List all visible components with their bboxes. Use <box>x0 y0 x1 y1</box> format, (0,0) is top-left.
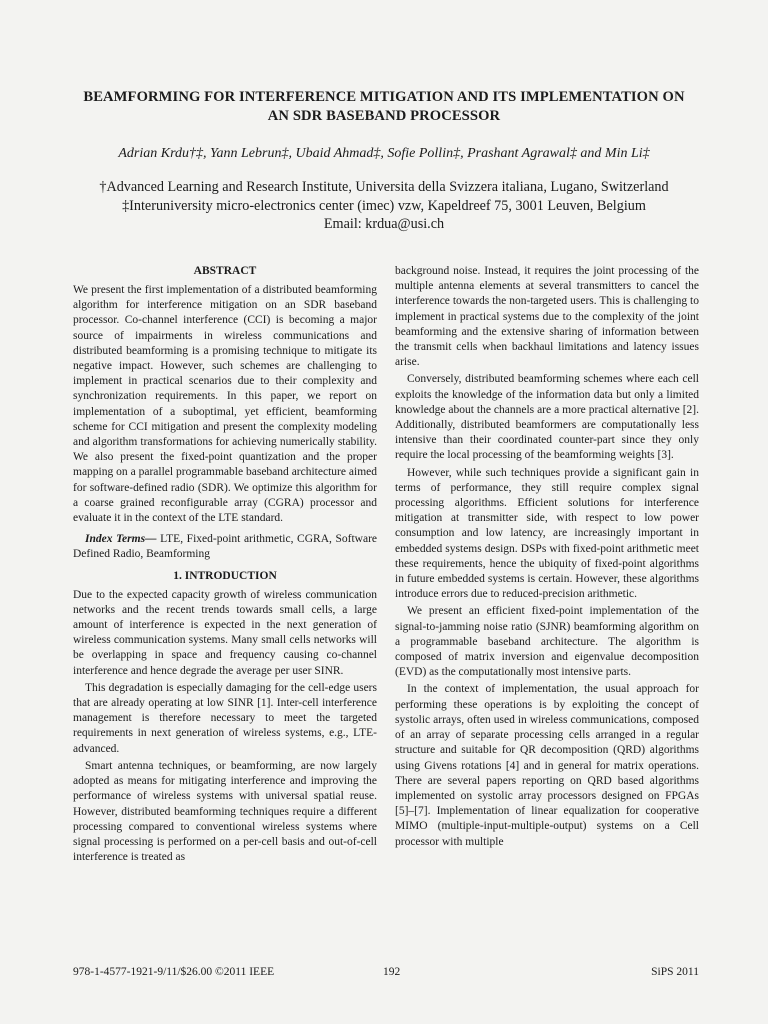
footer-venue: SiPS 2011 <box>651 966 699 978</box>
right-paragraph-4: We present an efficient fixed-point implementation of the signal-to-jamming noise ratio (SJNR) beamforming algorithm on a programmable baseband architecture. The algorithm is composed of matrix inversion and eigenvalue decomposition (EVD) as the computationally most intensive parts. <box>395 605 699 679</box>
index-terms-text: LTE, Fixed-point arithmetic, CGRA, Software Defined Radio, Beamforming <box>73 533 377 561</box>
abstract-text: We present the first implementation of a distributed beamforming algorithm for interference mitigation on an SDR baseband processor. Co-channel interference (CCI) is becoming a major source of impairments in wireless communications and distributed beamforming is a promising technique to mitigate its negative impact. However, such schemes are challenging to implement in practical scenarios due to their complexity and synchronization requirements. In this paper, we report on implementation of a suboptimal, yet efficient, beamforming scheme for CCI mitigation and present the complexity modeling and algorithm transformations for achieving numerically stability. We also present the fixed-point quantization and the proper mapping on a parallel programmable baseband architecture aimed for software-defined radio (SDR). We optimize this algorithm for a coarse grained reconfigurable array (CGRA) processor and evaluate it in the context of the LTE standard. <box>73 284 377 525</box>
left-column <box>73 264 377 865</box>
paper-title <box>40 88 728 126</box>
intro-paragraph-3: Smart antenna techniques, or beamforming, are now largely adopted as means for mitigating interference and improving the performance of wireless systems with universal spatial reuse. However, distributed beamforming techniques require a different processing compared to conventional wireless systems where signal processing is performed on a per-cell basis and out-of-cell interference is treated as <box>73 759 377 864</box>
intro-paragraph-2: This degradation is especially damaging for the cell-edge users that are already operating at low SINR [1]. Inter-cell interference management is therefore necessary to meet the targeted requirements in next generation of wireless systems, e.g., LTE-advanced. <box>73 681 377 755</box>
affiliations <box>40 178 728 234</box>
right-paragraph-1: background noise. Instead, it requires the joint processing of the multiple antenna elements at several transmitters to cancel the interference towards the non-targeted users. This is challenging to implement in practical systems due to the complexity of the joint beamforming and the extensive sharing of information between the transmit cells when backhaul limitations and latency issues arise. <box>395 265 699 369</box>
right-paragraph-3: However, while such techniques provide a significant gain in terms of performance, they still require complex signal processing algorithms. Efficient solutions for interference mitigation at transmitter side, with respect to low power consumption and low latency, are increasingly important in embedded systems design. DSPs with fixed-point arithmetic meet these requirements, hence the ubiquity of fixed-point algorithms in future embedded systems is certain. However, these algorithms introduce errors due to reduced-precision arithmetic. <box>395 466 699 601</box>
index-terms <box>73 532 377 562</box>
right-paragraph-2: Conversely, distributed beamforming schemes where each cell exploits the knowledge of the information data but only a limited knowledge about the channels are a more practical alternative [2]. Additionally, distributed beamformers are computationally less intensive than their coordinated counter-part since they only require the local processing of the beamforming weights [3]. <box>395 373 699 462</box>
right-paragraph-5: In the context of implementation, the usual approach for performing these operations is by exploiting the concept of systolic arrays, often used in wireless communications, composed of an array of separate processing cells arranged in a regular structure and suitable for QR decomposition (QRD) algorithms using Givens rotations [4] and in general for matrix operations. There are several papers reporting on QRD based algorithms implemented on systolic array processors designed on FPGAs [5]–[7]. Implementation of linear equalization for cooperative MIMO (multiple-input-multiple-output) systems on a Cell processor with multiple <box>395 683 699 848</box>
author-list: Adrian Krdu†‡, Yann Lebrun‡, Ubaid Ahmad‡, Sofie Pollin‡, Prashant Agrawal‡ and Min Li‡ <box>118 146 650 161</box>
intro-paragraph-1: Due to the expected capacity growth of wireless communication networks and the recent trends towards small cells, a large amount of interference is expected in the next generation of wireless communication systems. Many small cells networks will be overlapping in space and frequency causing co-channel interference and hence degrade the average per user SINR. <box>73 588 377 677</box>
introduction-heading: 1. INTRODUCTION <box>173 569 277 582</box>
affiliation-1: †Advanced Learning and Research Institute, Universita della Svizzera italiana, Lugano, Switzerland <box>99 179 669 195</box>
title-line-1: BEAMFORMING FOR INTERFERENCE MITIGATION AND ITS IMPLEMENTATION ON <box>83 89 685 105</box>
contact-email: Email: krdua@usi.ch <box>323 216 445 232</box>
index-terms-label: Index Terms— <box>85 533 157 546</box>
abstract-heading: ABSTRACT <box>193 265 257 277</box>
title-line-2: AN SDR BASEBAND PROCESSOR <box>267 108 501 124</box>
footer-isbn: 978-1-4577-1921-9/11/$26.00 ©2011 IEEE <box>73 966 275 978</box>
page-footer <box>73 964 699 980</box>
affiliation-2: ‡Interuniversity micro-electronics center (imec) vzw, Kapeldreef 75, 3001 Leuven, Belgium <box>122 197 646 214</box>
right-column <box>395 264 699 850</box>
footer-page-number: 192 <box>383 966 401 978</box>
